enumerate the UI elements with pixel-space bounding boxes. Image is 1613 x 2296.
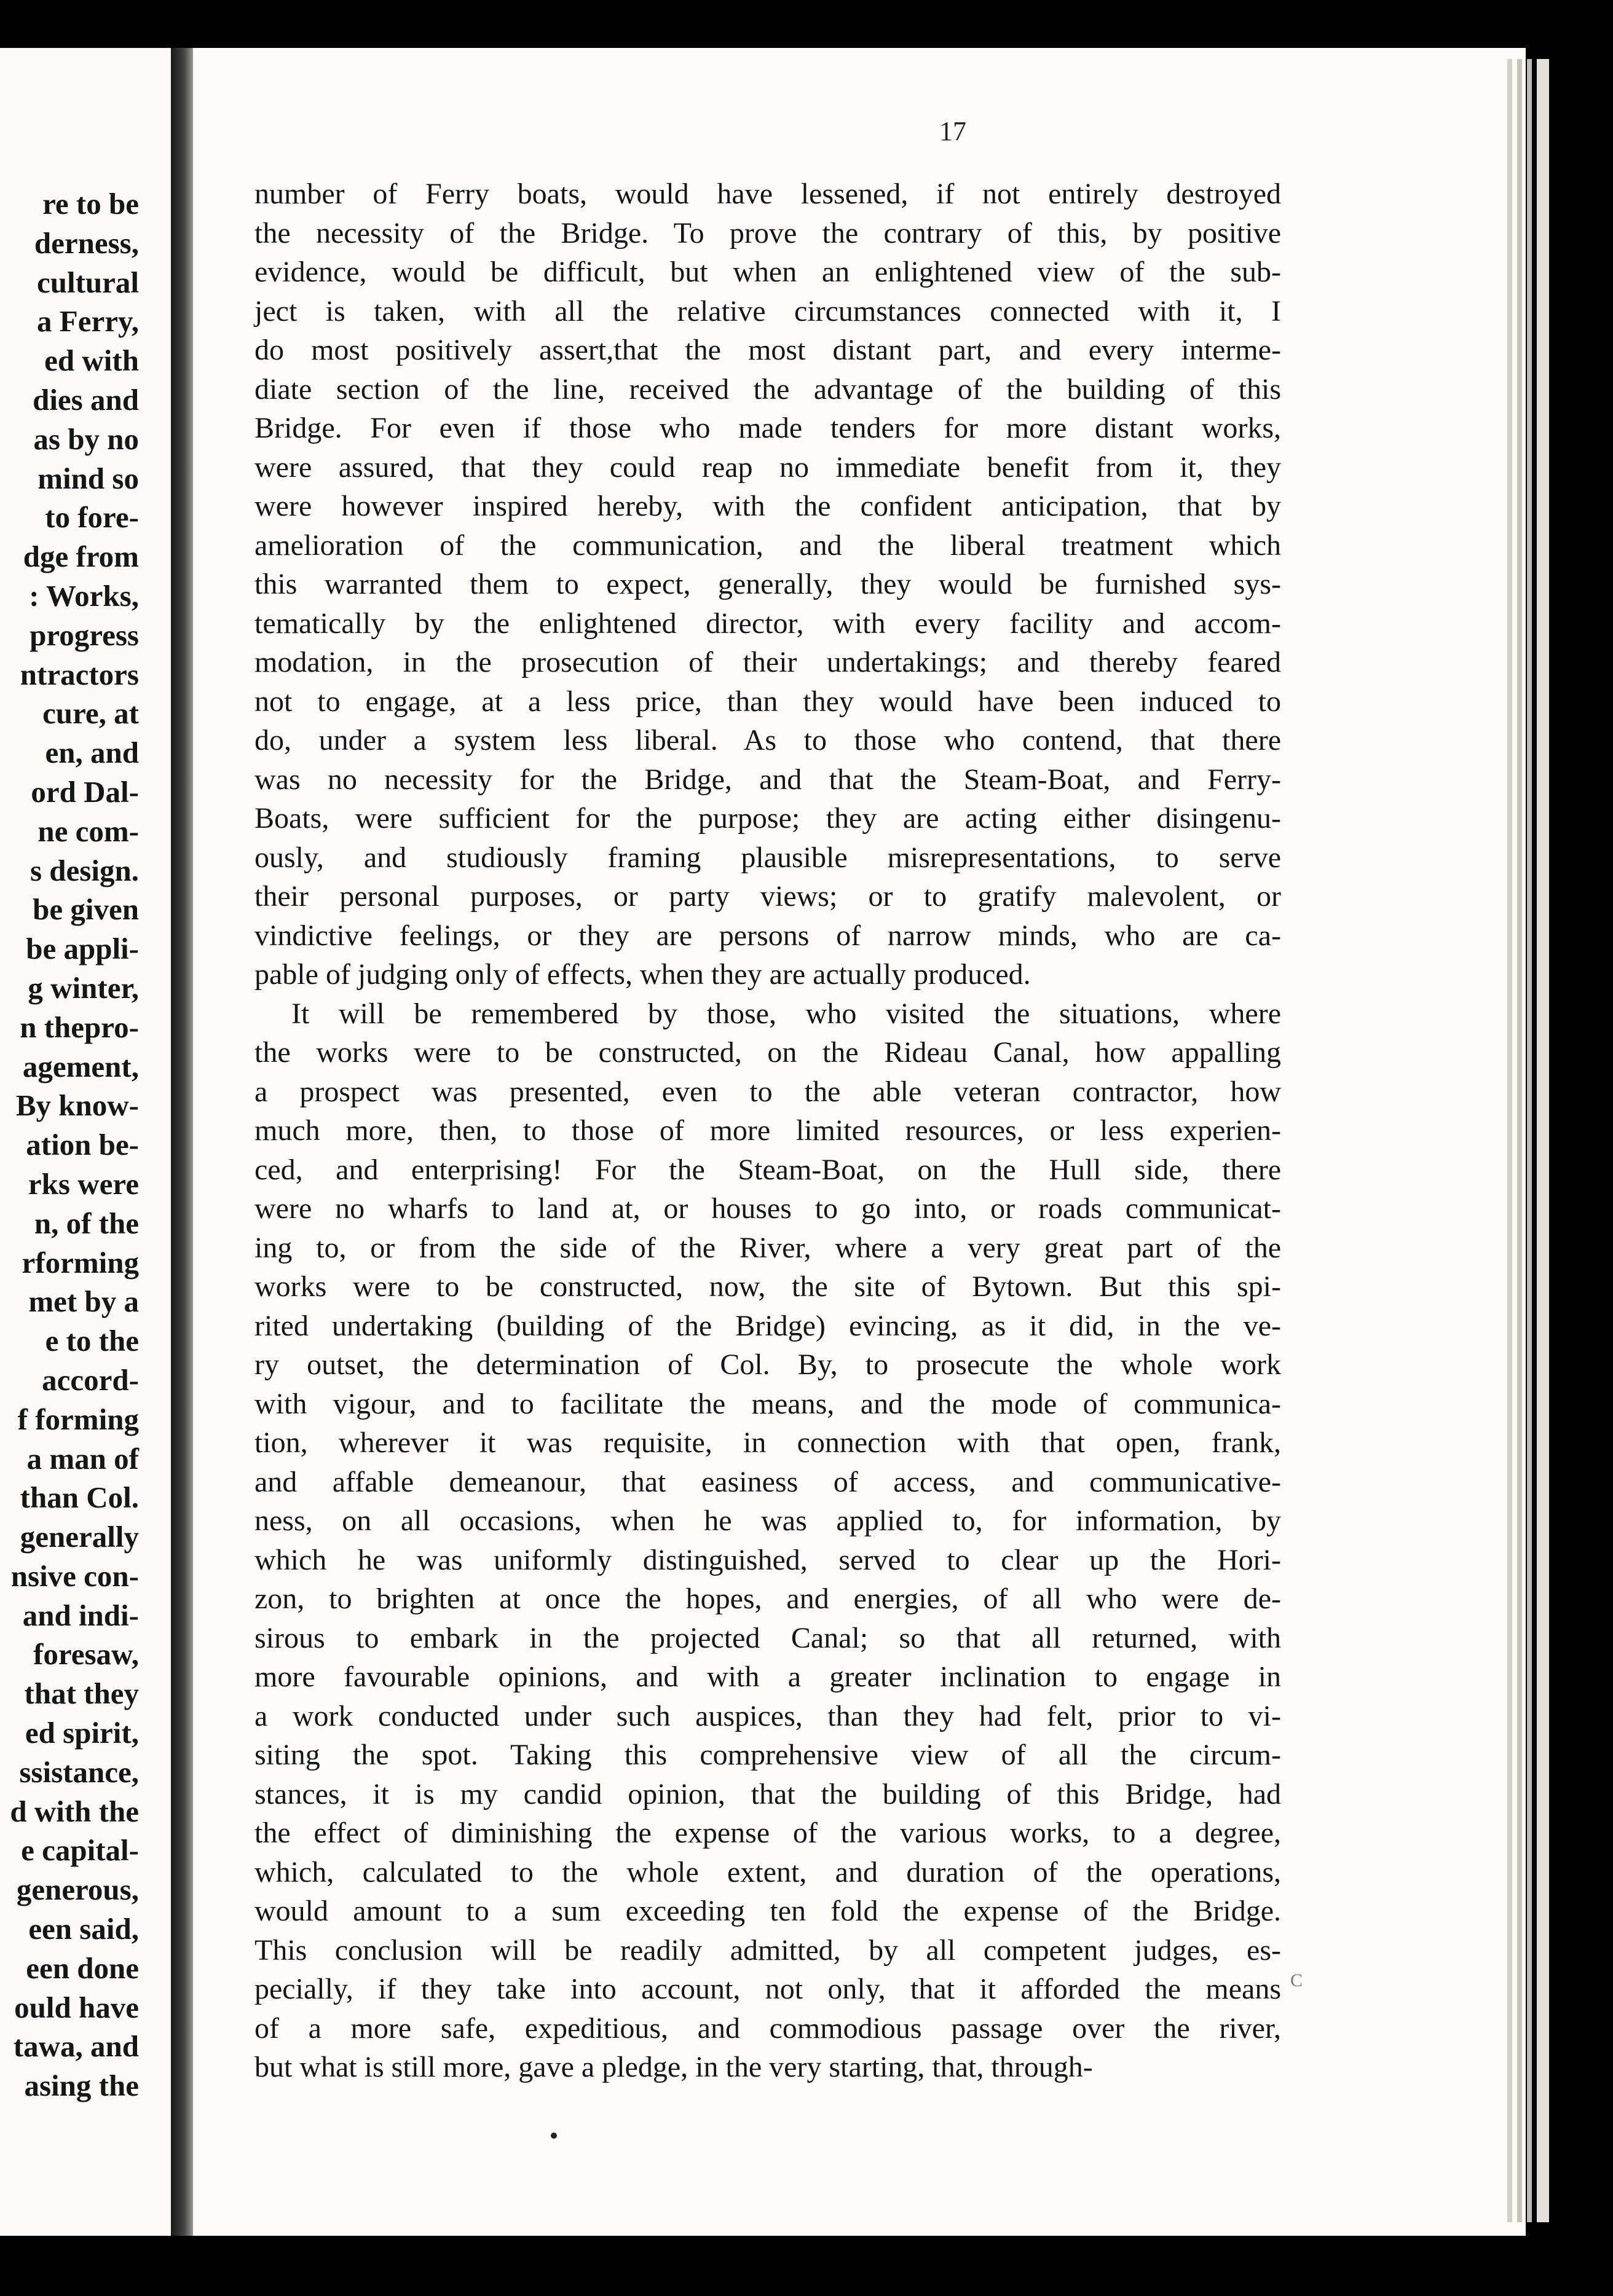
left-page-line: be appli- [26, 932, 139, 966]
left-page-line: met by a [28, 1284, 139, 1319]
body-text-line: ing to, or from the side of the River, where a very great part of the [254, 1231, 1281, 1264]
page-body-text [254, 175, 1281, 2087]
left-page-line: a Ferry, [37, 304, 139, 339]
body-text-line: siting the spot. Taking this comprehensive view of all the circum- [254, 1739, 1281, 1771]
left-page-line: rks were [28, 1166, 139, 1201]
body-text-line: modation, in the prosecution of their undertakings; and thereby feared [254, 646, 1281, 678]
body-text-line: and affable demeanour, that easiness of access, and communicative- [254, 1465, 1281, 1498]
left-page-line: ation be- [26, 1128, 139, 1162]
body-text-line: stances, it is my candid opinion, that the building of this Bridge, had [254, 1777, 1281, 1810]
left-page-line: as by no [33, 422, 139, 456]
left-page-line: een said, [28, 1912, 139, 1946]
left-page-line: asing the [24, 2069, 139, 2103]
page-edge-layer [1517, 59, 1522, 2222]
left-page-line: ord Dal- [31, 774, 139, 809]
left-page-line: dies and [33, 382, 139, 417]
left-page-line: ould have [14, 1990, 139, 2024]
body-text-line: vindictive feelings, or they are persons of narrow minds, who are ca- [254, 919, 1281, 952]
left-page-line: tawa, and [13, 2029, 139, 2064]
body-text-line: was no necessity for the Bridge, and that the Steam-Boat, and Ferry- [254, 763, 1281, 796]
body-text-line: which he was uniformly distinguished, served to clear up the Hori- [254, 1543, 1281, 1576]
body-text-line: sirous to embark in the projected Canal; so that all returned, with [254, 1621, 1281, 1654]
left-page-line: By know- [15, 1088, 139, 1123]
left-page-line: e to the [45, 1324, 139, 1358]
body-text-line: which, calculated to the whole extent, and duration of the operations, [254, 1855, 1281, 1889]
left-page-line: n thepro- [20, 1010, 139, 1044]
page-edge-layer [1507, 59, 1512, 2222]
body-text-line: ry outset, the determination of Col. By, to prosecute the whole work [254, 1348, 1281, 1381]
body-text-line: their personal purposes, or party views; or to gratify malevolent, or [254, 880, 1281, 913]
left-page-line: ed spirit, [25, 1716, 139, 1750]
body-text-line: This conclusion will be readily admitted, by all competent judges, es- [254, 1933, 1281, 1967]
left-page-line: mind so [37, 461, 139, 495]
left-page-line: ssistance, [19, 1755, 139, 1789]
left-page-line: generally [20, 1520, 139, 1554]
left-page-line: generous, [16, 1873, 139, 1907]
body-text-line: were assured, that they could reap no immediate benefit from it, they [254, 450, 1281, 484]
body-text-line: the effect of diminishing the expense of the various works, to a degree, [254, 1817, 1281, 1849]
left-page-line: nsive con- [10, 1559, 139, 1593]
left-page-line: een done [26, 1951, 139, 1985]
body-text-line: ness, on all occasions, when he was applied to, for information, by [254, 1504, 1281, 1537]
body-text-line: more favourable opinions, and with a greater inclination to engage in [254, 1661, 1281, 1693]
catchword: C [1290, 1970, 1303, 1991]
body-text-line: a work conducted under such auspices, than they had felt, prior to vi- [254, 1699, 1281, 1732]
book-gutter [171, 48, 193, 2236]
body-text-line: would amount to a sum exceeding ten fold the expense of the Bridge. [254, 1895, 1281, 1927]
body-text-line: not to engage, at a less price, than they would have been induced to [254, 685, 1281, 718]
body-text-line: ject is taken, with all the relative circumstances connected with it, I [254, 294, 1281, 328]
body-text-line: with vigour, and to facilitate the means, and the mode of communica- [254, 1387, 1281, 1420]
body-text-line: rited undertaking (building of the Bridge) evincing, as it did, in the ve- [254, 1309, 1281, 1342]
body-text-line: Boats, were sufficient for the purpose; they are acting either disingenu- [254, 802, 1281, 835]
left-page-line: dge from [23, 540, 139, 574]
body-text-line: Bridge. For even if those who made tenders for more distant works, [254, 412, 1281, 444]
left-page-line: g winter, [28, 970, 139, 1005]
body-text-line: were however inspired hereby, with the confident anticipation, that by [254, 490, 1281, 522]
body-text-line: zon, to brighten at once the hopes, and energies, of all who were de- [254, 1582, 1281, 1615]
left-page-line: ntractors [20, 657, 139, 691]
body-text-line: pecially, if they take into account, not only, that it afforded the means [254, 1973, 1281, 2005]
left-facing-page [0, 48, 171, 2236]
left-page-line: to fore- [45, 500, 139, 535]
body-text-line: tion, wherever it was requisite, in connection with that open, frank, [254, 1426, 1281, 1459]
page-edge-layer [1527, 59, 1532, 2222]
body-text-line: pable of judging only of effects, when they are actually produced. [254, 958, 1031, 991]
left-page-line: derness, [34, 226, 139, 260]
body-text-line: much more, then, to those of more limited resources, or less experien- [254, 1114, 1281, 1147]
left-page-line: s design. [30, 853, 139, 887]
left-page-line: n, of the [34, 1206, 139, 1240]
body-text-line: amelioration of the communication, and the liberal treatment which [254, 529, 1281, 562]
body-text-line: ously, and studiously framing plausible misrepresentations, to serve [254, 841, 1281, 874]
body-text-line: of a more safe, expeditious, and commodious passage over the river, [254, 2011, 1281, 2045]
left-page-line: : Works, [29, 578, 139, 613]
body-text-line: the works were to be constructed, on the Rideau Canal, how appalling [254, 1036, 1281, 1069]
left-page-line: foresaw, [33, 1637, 139, 1672]
left-page-line: d with the [10, 1794, 139, 1828]
body-text-line: do most positively assert,that the most distant part, and every interme- [254, 334, 1281, 366]
body-text-line: works were to be constructed, now, the site of Bytown. But this spi- [254, 1270, 1281, 1303]
body-text-line: a prospect was presented, even to the able veteran contractor, how [254, 1075, 1281, 1108]
left-page-line: re to be [42, 187, 139, 221]
left-page-line: a man of [26, 1441, 139, 1476]
left-page-line: progress [30, 618, 139, 652]
body-text-line: number of Ferry boats, would have lessened, if not entirely destroyed [254, 178, 1281, 210]
left-page-line: rforming [22, 1245, 139, 1280]
page-edge-layer [1537, 59, 1549, 2222]
left-page-line: that they [24, 1677, 139, 1711]
ink-dot [551, 2133, 557, 2139]
left-page-line: cultural [36, 265, 139, 299]
body-text-line: were no wharfs to land at, or houses to go into, or roads communicat- [254, 1192, 1281, 1225]
left-page-line: than Col. [20, 1480, 139, 1515]
left-page-line: ne com- [37, 814, 139, 848]
right-page [193, 48, 1526, 2236]
left-page-line: f forming [17, 1402, 139, 1436]
body-text-line: this warranted them to expect, generally, they would be furnished sys- [254, 568, 1281, 600]
left-page-line: and indi- [22, 1598, 139, 1632]
page-number: 17 [939, 116, 966, 146]
left-page-line: accord- [42, 1362, 139, 1397]
body-text-line: the necessity of the Bridge. To prove the contrary of this, by positive [254, 216, 1281, 250]
body-text-line: diate section of the line, received the advantage of the building of this [254, 372, 1281, 406]
body-text-line: tematically by the enlightened director, with every facility and accom- [254, 607, 1281, 640]
body-text-line: do, under a system less liberal. As to those who contend, that there [254, 724, 1281, 757]
left-page-line: be given [33, 892, 139, 927]
left-page-line: cure, at [42, 696, 139, 731]
left-page-line: en, and [45, 736, 139, 770]
left-page-line: agement, [22, 1049, 139, 1083]
left-page-line: e capital- [21, 1833, 139, 1868]
body-text-line: ced, and enterprising! For the Steam-Boat, on the Hull side, there [254, 1153, 1281, 1186]
left-page-line: ed with [44, 344, 139, 378]
body-text-line: but what is still more, gave a pledge, in the very starting, that, through- [254, 2051, 1093, 2083]
left-page-text-column [0, 184, 139, 2105]
body-text-line: evidence, would be difficult, but when an enlightened view of the sub- [254, 256, 1281, 288]
body-text-line: It will be remembered by those, who visited the situations, where [291, 997, 1281, 1030]
